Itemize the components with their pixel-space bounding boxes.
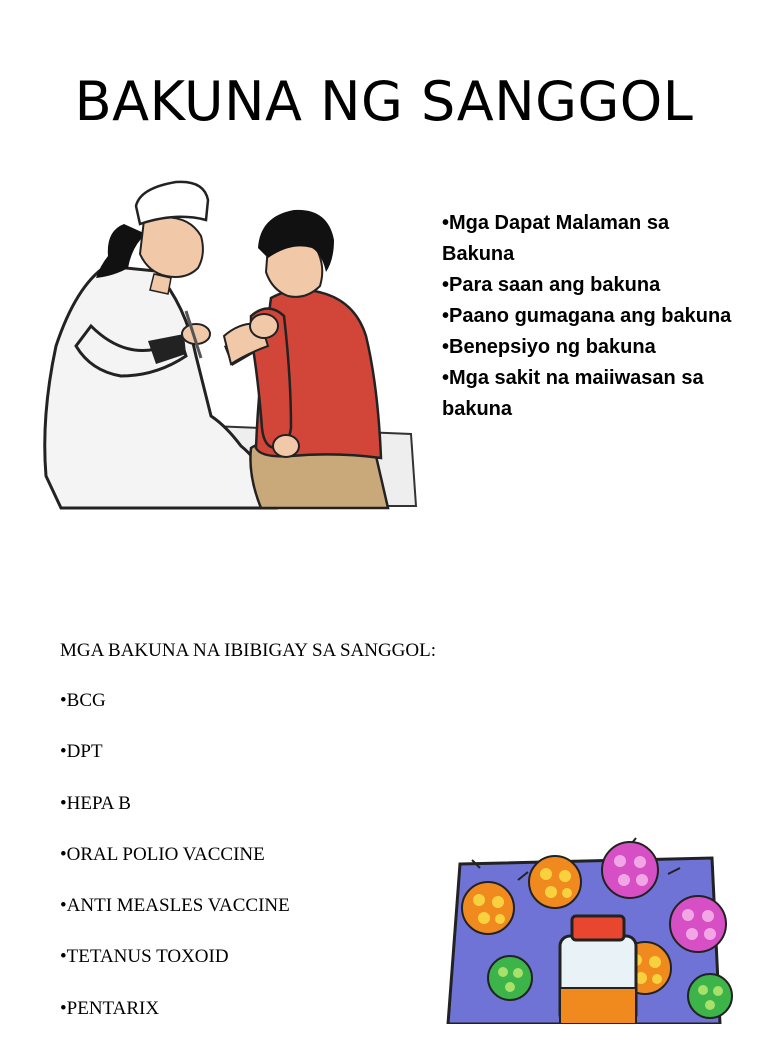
topic-list <box>442 208 742 425</box>
vaccine-item: •TETANUS TOXOID <box>60 946 229 968</box>
vaccine-list-heading: MGA BAKUNA NA IBIBIGAY SA SANGGOL: <box>60 640 437 661</box>
vaccine-item: •HEPA B <box>60 792 131 814</box>
vaccine-item: •ANTI MEASLES VACCINE <box>60 895 290 917</box>
vaccine-item: •BCG <box>60 690 106 711</box>
topic-item: •Paano gumagana ang bakuna <box>442 305 732 327</box>
vaccine-list <box>60 688 290 1047</box>
topic-item: •Para saan ang bakuna <box>442 274 661 296</box>
topic-item: •Mga sakit na maiiwasan sa bakuna <box>442 367 704 420</box>
vaccine-item: •DPT <box>60 741 103 763</box>
vaccine-item: •PENTARIX <box>60 997 160 1019</box>
slide-title: BAKUNA NG SANGGOL <box>74 70 694 133</box>
topic-item: •Mga Dapat Malaman sa Bakuna <box>442 212 670 265</box>
topic-item: •Benepsiyo ng bakuna <box>442 336 656 358</box>
vaccine-item: •ORAL POLIO VACCINE <box>60 843 265 865</box>
virus-and-vaccine-bottle-illustration <box>440 828 740 1024</box>
nurse-vaccinating-child-illustration <box>36 176 420 512</box>
